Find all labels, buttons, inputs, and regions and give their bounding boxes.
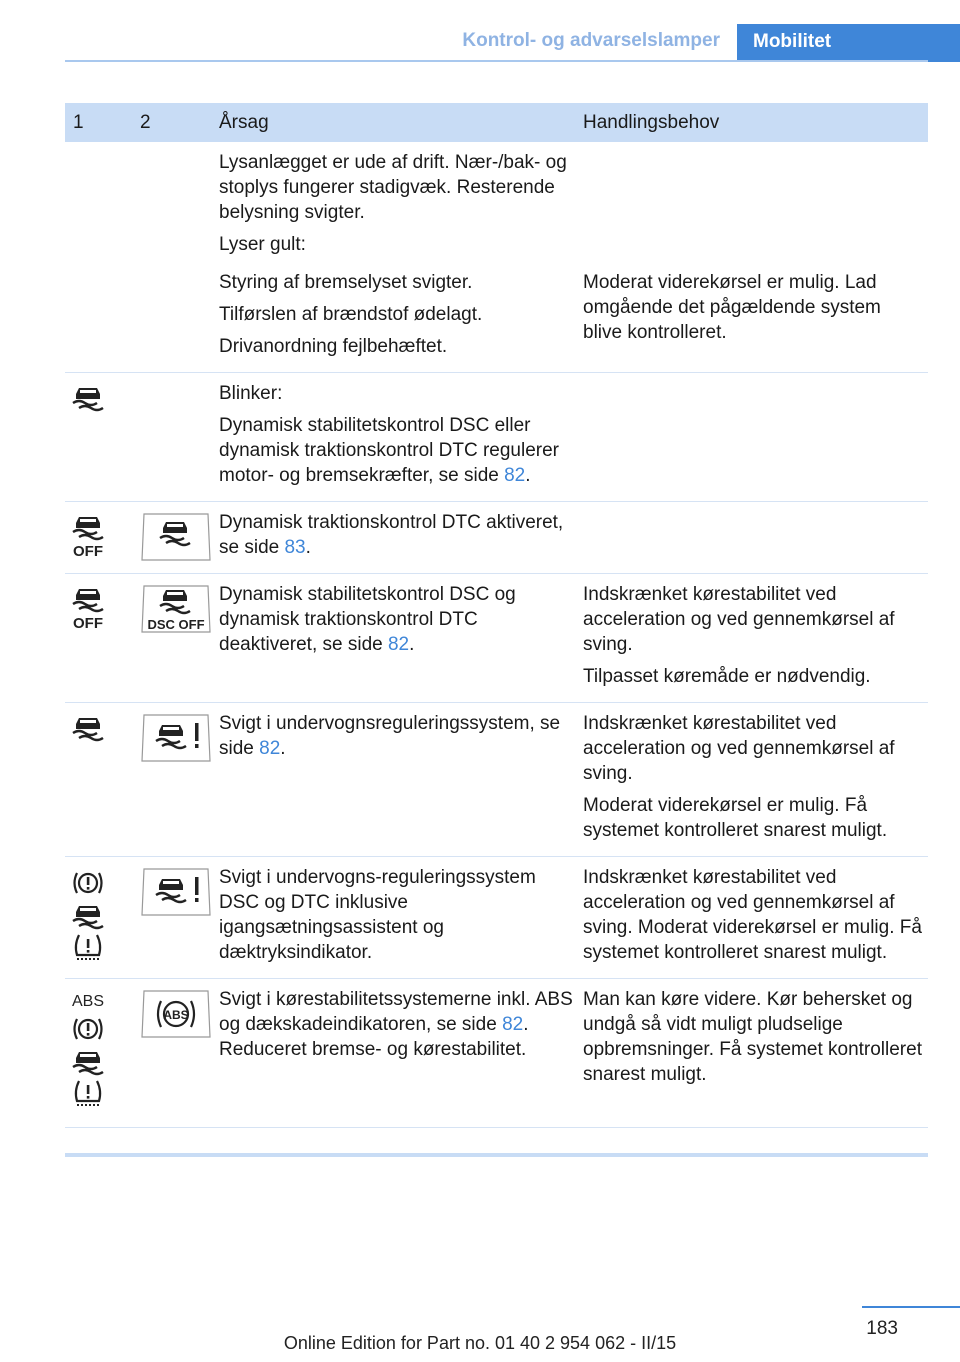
cause-cell xyxy=(219,979,583,1128)
column-header-1: 1 xyxy=(65,103,132,142)
off-label: OFF xyxy=(73,543,103,560)
table-header-row xyxy=(65,103,928,142)
action-text: Moderat viderekørsel er mulig. Få systemet kontrolleret snarest muligt. xyxy=(583,795,888,841)
icon-cell xyxy=(65,502,132,574)
action-cell xyxy=(583,502,928,574)
chassis-fault-display-icon xyxy=(140,867,212,917)
table-row xyxy=(65,264,928,373)
action-text: Indskrænket kørestabilitet ved acceleration og ved gennemkørsel af sving. xyxy=(583,584,895,655)
page-link[interactable]: 83 xyxy=(284,537,306,558)
stability-control-icon xyxy=(71,1049,105,1073)
header-divider xyxy=(65,60,928,62)
icon-cell xyxy=(132,979,219,1128)
action-cell xyxy=(583,574,928,703)
action-cell xyxy=(583,857,928,979)
off-label: OFF xyxy=(73,615,103,632)
page-link[interactable]: 82 xyxy=(259,738,281,759)
action-text: Man kan køre videre. Kør behersket og undgå så vidt muligt pludselige opbremsninger. Få systemet kontrolleret snarest muligt. xyxy=(583,989,922,1085)
tire-pressure-icon xyxy=(71,1079,105,1107)
page-link[interactable]: 82 xyxy=(502,1014,524,1035)
column-header-2: 2 xyxy=(132,103,219,142)
header-chapter-tab: Mobilitet xyxy=(737,24,960,62)
dsc-off-display-icon xyxy=(140,584,212,634)
abs-icon xyxy=(71,991,105,1009)
header-section-title: Kontrol- og advarselslamper xyxy=(462,30,720,51)
table-row xyxy=(65,502,928,574)
action-text: Indskrænket kørestabilitet ved acceleration og ved gennemkørsel af sving. xyxy=(583,713,895,784)
cause-text-body: Svigt i kørestabilitetssystemerne inkl. ABS og dækskadeindikatoren, se side xyxy=(219,989,573,1035)
cause-text: Dynamisk traktionskontrol DTC aktiveret, se side 83. xyxy=(219,512,564,558)
cause-cell xyxy=(219,857,583,979)
cause-text-body: Svigt i undervognsreguleringssystem, se side xyxy=(219,713,561,759)
cause-cell xyxy=(219,373,583,502)
table-row xyxy=(65,979,928,1128)
cause-text: Svigt i undervogns-reguleringssystem DSC og DTC inklusive igangsætningsassistent og dæktryksindikator. xyxy=(219,867,536,963)
column-header-cause: Årsag xyxy=(219,103,583,142)
action-cell xyxy=(583,979,928,1128)
abs-label: ABS xyxy=(71,993,105,1010)
cause-text: Lyser gult: xyxy=(219,234,306,255)
icon-cell xyxy=(65,979,132,1128)
abs-display-label: ABS xyxy=(163,1008,189,1022)
stability-control-icon xyxy=(71,385,105,409)
abs-display-icon xyxy=(140,989,212,1039)
cause-text: Blinker: xyxy=(219,383,283,404)
icon-cell xyxy=(65,373,132,502)
icon-cell xyxy=(65,142,132,264)
action-text: Indskrænket kørestabilitet ved acceleration og ved gennemkørsel af sving. Moderat viderekørsel er mulig. Få systemet kontrolleret snarest muligt. xyxy=(583,867,922,963)
icon-cell xyxy=(65,857,132,979)
cause-cell xyxy=(219,574,583,703)
cause-text: Drivanordning fejlbehæftet. xyxy=(219,336,448,357)
action-text: Moderat viderekørsel er mulig. Lad omgående det pågældende system blive kontrolleret. xyxy=(583,272,881,343)
cause-text xyxy=(219,987,577,1062)
tire-pressure-icon xyxy=(71,933,105,961)
cause-text-tail: . Reduceret bremse- og kørestabilitet. xyxy=(219,1014,529,1060)
cause-text: Dynamisk stabilitetskontrol DSC og dynamisk traktionskontrol DTC deaktiveret, se side 82. xyxy=(219,584,516,655)
edition-footer: Online Edition for Part no. 01 40 2 954 062 - II/15 xyxy=(283,1333,677,1353)
cause-text-body: Dynamisk stabilitetskontrol DSC og dynamisk traktionskontrol DTC deaktiveret, se side xyxy=(219,584,516,655)
stability-control-icon xyxy=(71,715,105,739)
column-header-action: Handlingsbehov xyxy=(583,103,928,142)
cause-text-body: Dynamisk stabilitetskontrol DSC eller dynamisk traktionskontrol DTC regulerer motor- og bremsekræfter, se side xyxy=(219,415,560,486)
action-text: Tilpasset køremåde er nødvendig. xyxy=(583,666,871,687)
page-link[interactable]: 82 xyxy=(504,465,526,486)
action-cell xyxy=(583,142,928,264)
cause-text: Lysanlægget er ude af drift. Nær-/bak- og stoplys fungerer stadigvæk. Resterende belysning svigter. xyxy=(219,152,567,223)
action-cell xyxy=(583,264,928,373)
cause-text: Dynamisk stabilitetskontrol DSC eller dynamisk traktionskontrol DTC regulerer motor- og bremsekræfter, se side 82. xyxy=(219,415,560,486)
warning-triangle-circle-icon xyxy=(71,1015,105,1043)
icon-cell xyxy=(132,373,219,502)
cause-text: Svigt i undervognsreguleringssystem, se side 82. xyxy=(219,713,561,759)
table-row xyxy=(65,142,928,264)
icon-cell xyxy=(132,264,219,373)
icon-cell xyxy=(65,574,132,703)
stability-control-icon xyxy=(71,903,105,927)
icon-cell xyxy=(132,857,219,979)
cause-text: Styring af bremselyset svigter. xyxy=(219,272,473,293)
table-row xyxy=(65,703,928,857)
chassis-fault-display-icon xyxy=(140,713,212,763)
icon-cell xyxy=(65,264,132,373)
cause-cell xyxy=(219,142,583,264)
icon-cell xyxy=(132,574,219,703)
cause-cell xyxy=(219,264,583,373)
table-row xyxy=(65,574,928,703)
table-bottom-rule xyxy=(65,1153,928,1157)
dsc-off-icon xyxy=(71,586,105,630)
cause-cell xyxy=(219,502,583,574)
warning-lamp-table xyxy=(65,103,928,1128)
icon-cell xyxy=(65,703,132,857)
icon-cell xyxy=(132,502,219,574)
page-number-rule xyxy=(862,1306,960,1308)
cause-cell xyxy=(219,703,583,857)
icon-cell xyxy=(132,142,219,264)
cause-text-body: Dynamisk traktionskontrol DTC aktiveret, se side xyxy=(219,512,564,558)
icon-cell xyxy=(132,703,219,857)
dsc-off-label: DSC OFF xyxy=(147,617,205,632)
page-link[interactable]: 82 xyxy=(387,634,410,655)
cause-text: Tilførslen af brændstof ødelagt. xyxy=(219,304,483,325)
warning-triangle-circle-icon xyxy=(71,869,105,897)
table-row xyxy=(65,857,928,979)
action-cell xyxy=(583,703,928,857)
dtc-off-icon xyxy=(71,514,105,558)
action-cell xyxy=(583,373,928,502)
table-row xyxy=(65,373,928,502)
page-number: 183 xyxy=(866,1318,898,1339)
dtc-display-icon xyxy=(140,512,212,562)
